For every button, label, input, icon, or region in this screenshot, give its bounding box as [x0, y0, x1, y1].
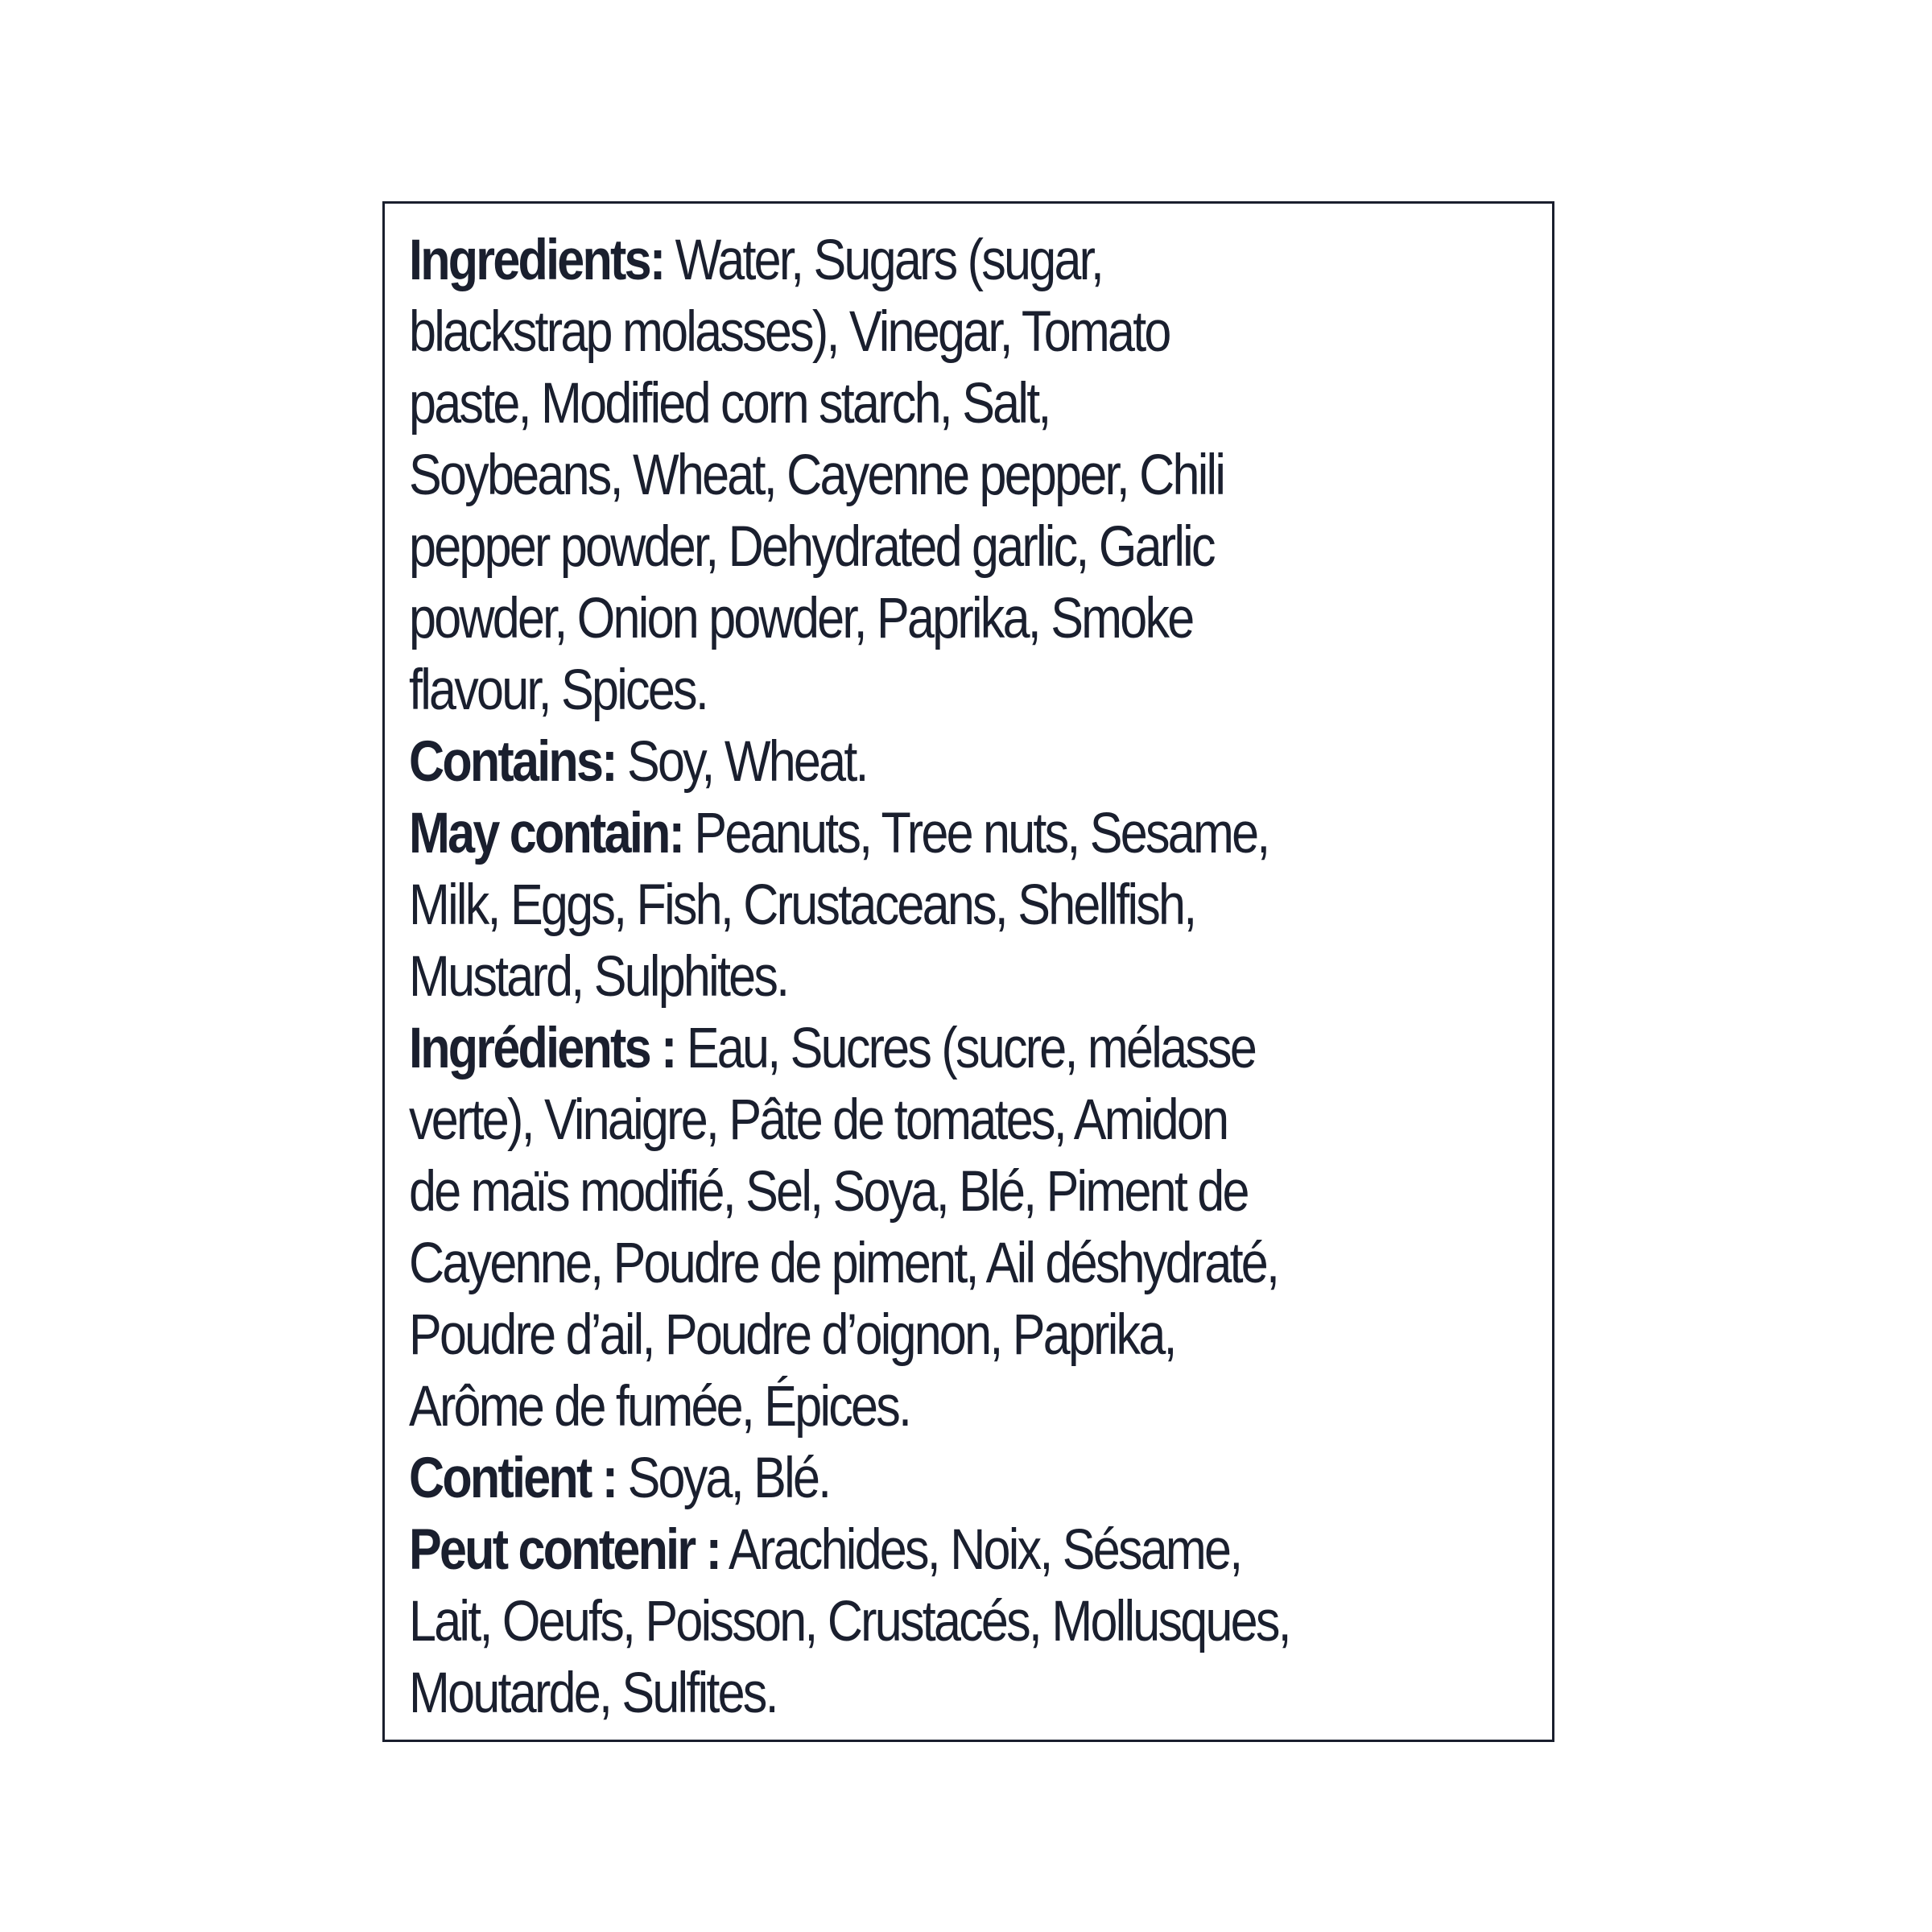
text-segment: Arachides, Noix, Sésame, — [720, 1518, 1241, 1582]
text-line: paste, Modified corn starch, Salt, — [409, 372, 1050, 436]
text-line: Mustard, Sulphites. — [409, 945, 788, 1009]
text-segment: Peanuts, Tree nuts, Sesame, — [683, 802, 1269, 865]
text-segment: Soya, Blé. — [616, 1447, 830, 1510]
ingredients-en-heading: Ingredients: — [409, 229, 664, 292]
text-line — [409, 798, 1530, 869]
text-line: Cayenne, Poudre de piment, Ail déshydraté, — [409, 1232, 1278, 1295]
text-line: pepper powder, Dehydrated garlic, Garlic — [409, 515, 1214, 579]
text-segment: Water, Sugars (sugar, — [663, 229, 1103, 292]
ingredients-en-paragraph — [409, 225, 1530, 726]
text-line — [409, 1443, 1530, 1514]
may-contain-en-heading: May contain: — [409, 802, 683, 865]
contains-en-paragraph — [409, 726, 1530, 798]
text-line: powder, Onion powder, Paprika, Smoke — [409, 587, 1193, 650]
text-line: verte), Vinaigre, Pâte de tomates, Amidon — [409, 1088, 1228, 1152]
contains-fr-paragraph — [409, 1443, 1530, 1514]
text-segment: Eau, Sucres (sucre, mélasse — [675, 1017, 1256, 1080]
contains-en-heading: Contains: — [409, 730, 616, 794]
ingredients-label-box — [382, 201, 1554, 1742]
text-line: Moutarde, Sulfites. — [409, 1662, 777, 1725]
text-line — [409, 1514, 1530, 1586]
text-line: Arôme de fumée, Épices. — [409, 1375, 910, 1439]
ingredients-fr-paragraph — [409, 1013, 1530, 1443]
text-segment: Soy, Wheat. — [615, 730, 867, 794]
text-line: Lait, Oeufs, Poisson, Crustacés, Mollusques, — [409, 1590, 1290, 1653]
text-line: Poudre d’ail, Poudre d’oignon, Paprika, — [409, 1303, 1175, 1367]
text-line — [409, 1013, 1530, 1084]
text-line: blackstrap molasses), Vinegar, Tomato — [409, 300, 1170, 364]
may-contain-fr-paragraph — [409, 1514, 1530, 1729]
may-contain-en-paragraph — [409, 798, 1530, 1013]
text-line: Soybeans, Wheat, Cayenne pepper, Chili — [409, 444, 1224, 507]
text-line: de maïs modifié, Sel, Soya, Blé, Piment de — [409, 1160, 1248, 1224]
may-contain-fr-heading: Peut contenir : — [409, 1518, 720, 1582]
text-line: Milk, Eggs, Fish, Crustaceans, Shellfish, — [409, 873, 1195, 937]
ingredients-fr-heading: Ingrédients : — [409, 1017, 675, 1080]
text-line — [409, 726, 1530, 798]
text-line — [409, 225, 1530, 296]
ingredients-label-text — [409, 225, 1530, 1729]
contains-fr-heading: Contient : — [409, 1447, 617, 1510]
text-line: flavour, Spices. — [409, 658, 708, 722]
